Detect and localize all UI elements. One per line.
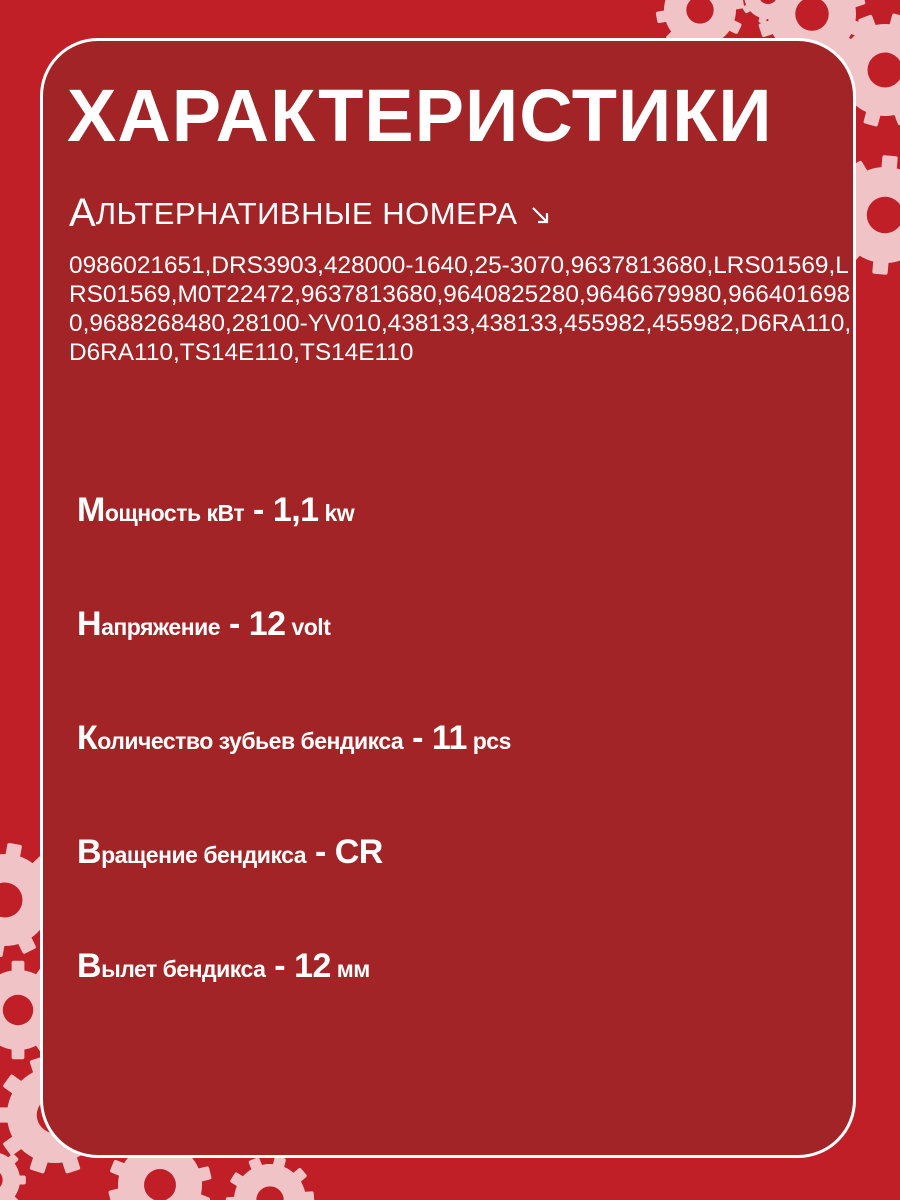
gear-icon	[226, 1156, 315, 1200]
specs-card	[40, 38, 856, 1158]
spec-power: Мощность кВт - 1,1 kw	[77, 491, 355, 529]
heading-rest: ЛЬТЕРНАТИВНЫЕ НОМЕРА	[95, 195, 518, 231]
spec-voltage: Напряжение - 12 volt	[77, 605, 331, 643]
heading-initial: А	[69, 191, 96, 235]
spec-reach: Вылет бендикса - 12 мм	[77, 947, 370, 985]
page-title: ХАРАКТЕРИСТИКИ	[67, 74, 773, 157]
spec-rotation: Вращение бендикса - CR	[77, 833, 383, 871]
alternative-numbers-list: 0986021651,DRS3903,428000-1640,25-3070,9637813680,LRS01569,LRS01569,M0T22472,9637813680,9640825280,9646679980,9664016980,9688268480,28100-YV010,438133,438133,455982,455982,D6RA110,D6RA110,TS14E110,TS14E110	[69, 252, 852, 366]
arrow-down-right-icon	[530, 205, 552, 227]
gear-icon	[0, 1146, 26, 1200]
alternative-numbers-heading	[69, 193, 552, 233]
spec-teeth-count: Количество зубьев бендикса - 11 pcs	[77, 719, 511, 757]
